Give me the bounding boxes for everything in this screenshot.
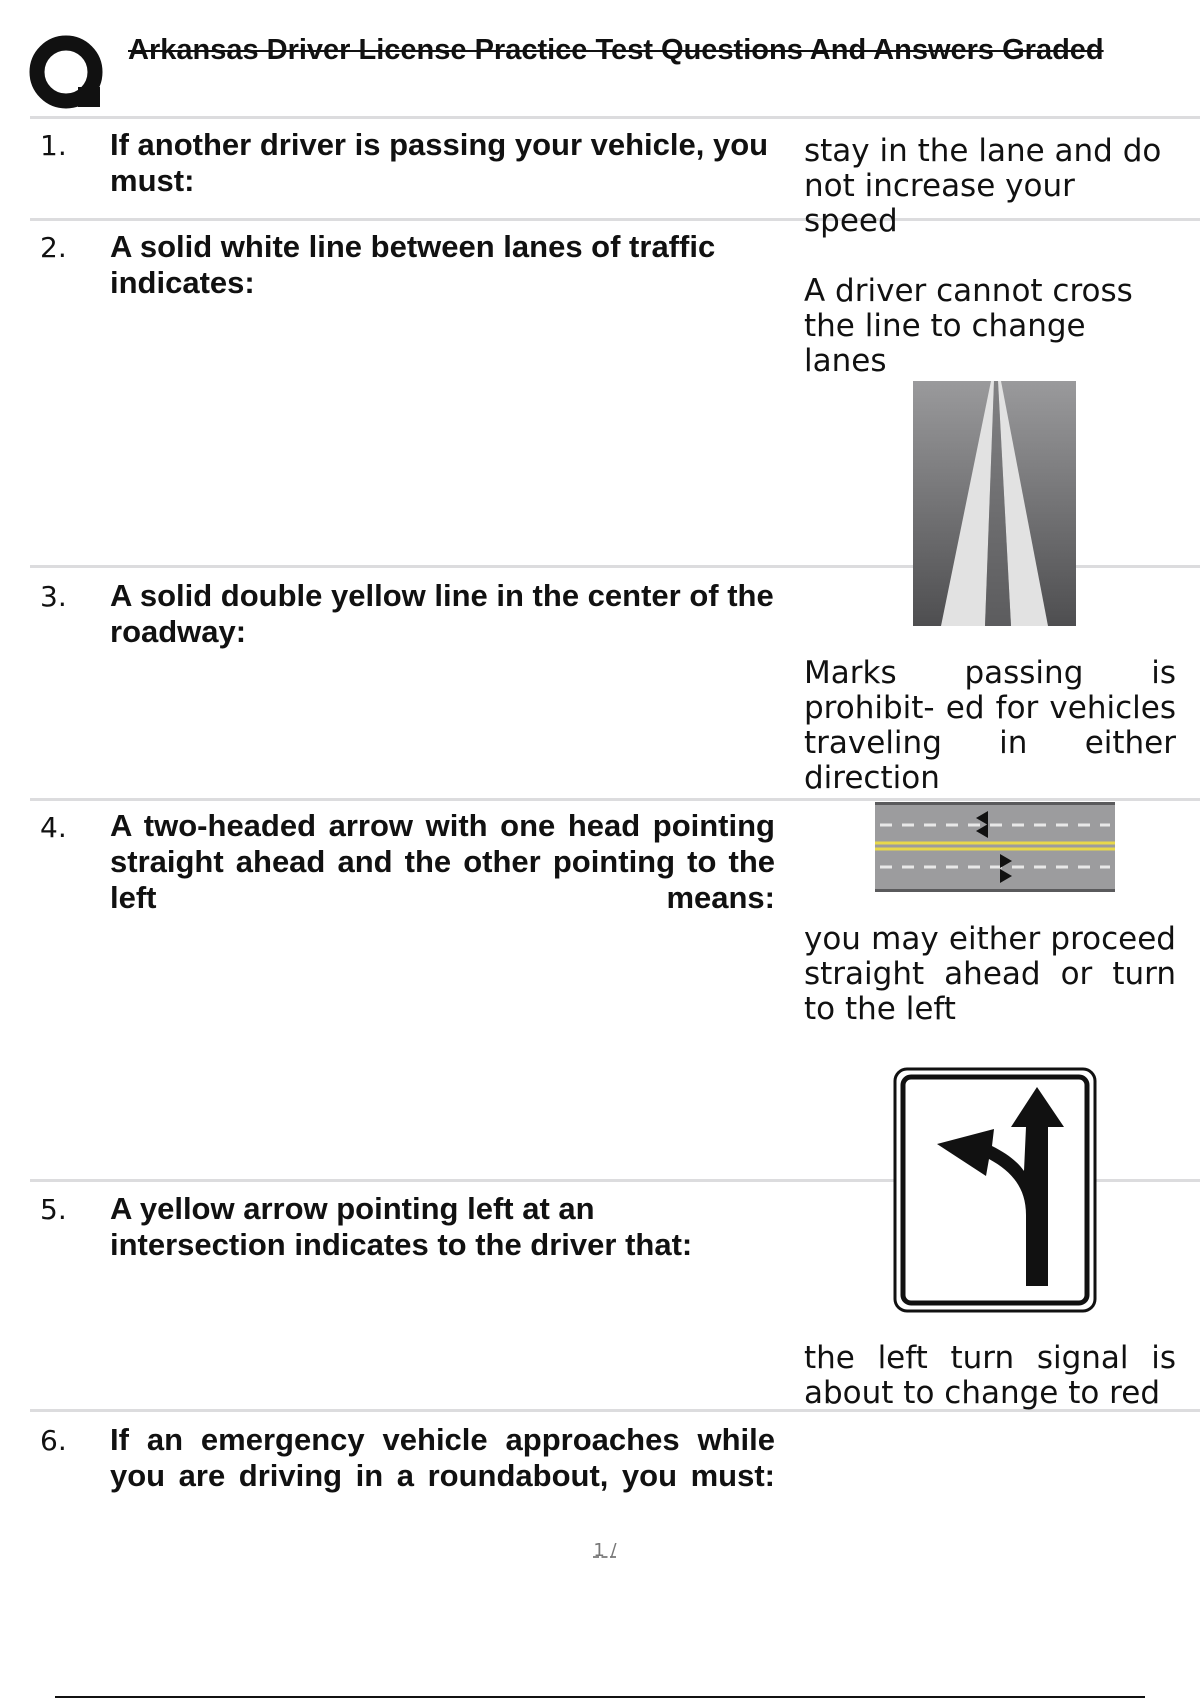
question-number: 1. — [40, 129, 67, 162]
question-text: If an emergency vehicle approaches while you are driving in a roundabout, you must: — [110, 1422, 775, 1493]
answer-text: stay in the lane and do not increase your speed — [804, 133, 1162, 239]
question-number: 3. — [40, 580, 67, 613]
page-number: 1 / — [593, 1540, 617, 1561]
question-text: A solid double yellow line in the center of the roadway: — [110, 578, 774, 649]
page-title: Arkansas Driver License Practice Test Questions And Answers Graded — [128, 34, 1104, 66]
question-text: A yellow arrow pointing left at an intersection indicates to the driver that: — [110, 1191, 693, 1262]
question-text: A solid white line between lanes of traffic indicates: — [110, 229, 716, 300]
question-number: 5. — [40, 1193, 67, 1226]
separator — [30, 798, 1200, 801]
answer-text: Marks passing is prohibit- ed for vehicles traveling in either direction — [804, 655, 1176, 796]
double-yellow-line-diagram — [875, 802, 1115, 892]
question-number: 4. — [40, 811, 67, 844]
straight-or-left-arrow-sign — [893, 1067, 1097, 1313]
question-number: 6. — [40, 1424, 67, 1457]
q-logo-icon — [28, 32, 108, 112]
question-text: A two-headed arrow with one head pointing straight ahead and the other pointing to the left means: — [110, 808, 775, 915]
answer-text: A driver cannot cross the line to change lanes — [804, 273, 1133, 379]
answer-text: you may either proceed straight ahead or turn to the left — [804, 921, 1176, 1027]
question-text: If another driver is passing your vehicle, you must: — [110, 127, 769, 198]
answer-text: the left turn signal is about to change to red — [804, 1340, 1176, 1411]
footer-divider — [55, 1696, 1145, 1698]
solid-white-line-road-photo — [913, 381, 1076, 626]
separator — [30, 116, 1200, 119]
question-number: 2. — [40, 231, 67, 264]
